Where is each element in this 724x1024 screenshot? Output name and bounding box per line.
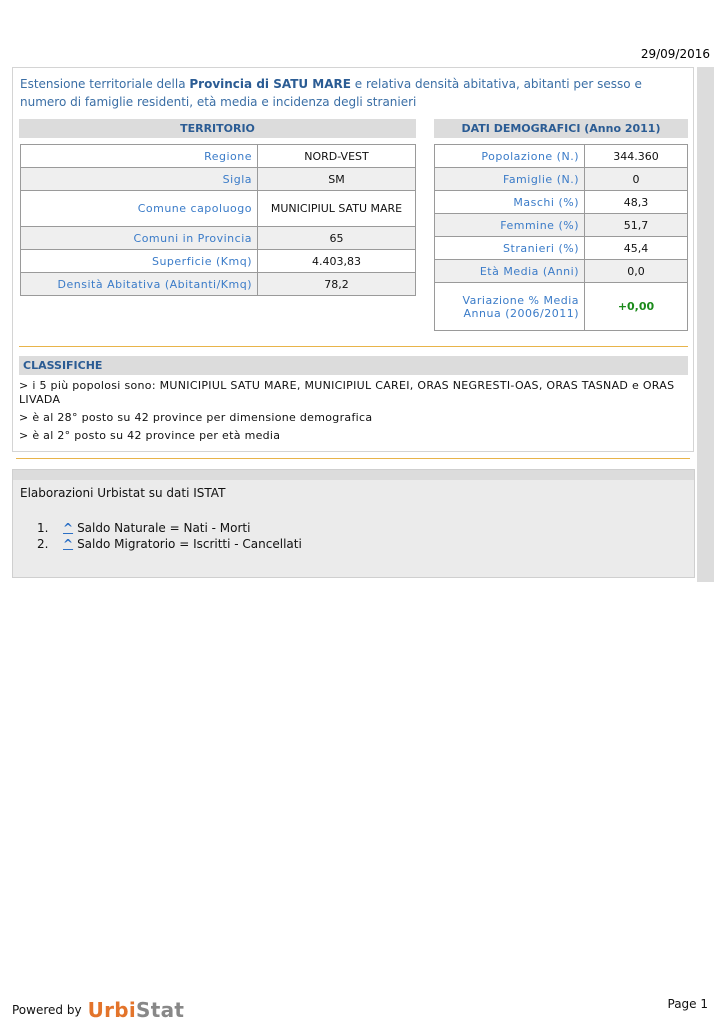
- sources-title: Elaborazioni Urbistat su dati ISTAT: [20, 486, 226, 500]
- table-row: [21, 250, 416, 273]
- row-label: Femmine (%): [435, 214, 585, 237]
- table-row: [435, 260, 688, 283]
- main-panel: [12, 67, 694, 452]
- territorio-header: TERRITORIO: [19, 119, 416, 138]
- powered-by: [12, 998, 184, 1022]
- note-number: 1.: [37, 521, 49, 535]
- row-value: 45,4: [585, 237, 688, 260]
- row-value: 344.360: [585, 145, 688, 168]
- back-link-caret[interactable]: ^: [63, 537, 74, 551]
- table-row: [21, 145, 416, 168]
- row-label: Variazione % Media Annua (2006/2011): [435, 283, 585, 331]
- list-item: > è al 28° posto su 42 province per dimensione demografica: [19, 411, 373, 424]
- table-row: [21, 227, 416, 250]
- row-label: Superficie (Kmq): [21, 250, 258, 273]
- row-label: Comune capoluogo: [21, 191, 258, 227]
- intro-text-after: e relativa densità abitativa, abitanti per sesso e numero di famiglie residenti, età media e incidenza degli stranieri: [20, 77, 642, 109]
- classifiche-list: [19, 379, 689, 447]
- intro-text-before: Estensione territoriale della: [20, 77, 190, 91]
- notes-list: [37, 520, 302, 552]
- row-value: 65: [258, 227, 416, 250]
- page-number: Page 1: [667, 997, 708, 1011]
- list-item: > è al 2° posto su 42 province per età media: [19, 429, 281, 442]
- row-label: Famiglie (N.): [435, 168, 585, 191]
- logo-part-stat: Stat: [136, 998, 185, 1022]
- row-label: Stranieri (%): [435, 237, 585, 260]
- divider-line: [19, 346, 688, 347]
- list-item: > i 5 più popolosi sono: MUNICIPIUL SATU MARE, MUNICIPIUL CAREI, ORAS NEGRESTI-OAS, ORAS TASNAD e ORAS LIVADA: [19, 379, 675, 406]
- side-scroll-bar: [697, 67, 714, 582]
- row-value: 0,0: [585, 260, 688, 283]
- demografici-header: DATI DEMOGRAFICI (Anno 2011): [434, 119, 688, 138]
- divider-line: [16, 458, 690, 459]
- panel-top-bar: [13, 470, 694, 480]
- table-row: [21, 191, 416, 227]
- row-value: NORD-VEST: [258, 145, 416, 168]
- table-row: [21, 168, 416, 191]
- report-date: 29/09/2016: [640, 47, 710, 61]
- row-value: 48,3: [585, 191, 688, 214]
- table-row: [435, 145, 688, 168]
- table-row: [435, 214, 688, 237]
- province-name: Provincia di SATU MARE: [189, 77, 351, 91]
- table-row: [435, 237, 688, 260]
- note-text: Saldo Naturale = Nati - Morti: [77, 521, 251, 535]
- row-value: 78,2: [258, 273, 416, 296]
- row-value: 4.403,83: [258, 250, 416, 273]
- list-item: [37, 536, 302, 552]
- table-row: [435, 283, 688, 331]
- logo-part-urbi: Urbi: [87, 998, 137, 1022]
- demografici-table: [434, 144, 688, 331]
- back-link-caret[interactable]: ^: [63, 521, 74, 535]
- note-text: Saldo Migratorio = Iscritti - Cancellati: [77, 537, 302, 551]
- powered-by-label: Powered by: [12, 1003, 82, 1017]
- row-label: Età Media (Anni): [435, 260, 585, 283]
- row-label: Densità Abitativa (Abitanti/Kmq): [21, 273, 258, 296]
- sources-panel: [12, 469, 695, 578]
- territorio-table: [20, 144, 416, 296]
- classifiche-header: CLASSIFICHE: [19, 356, 688, 375]
- intro-text: [20, 75, 685, 111]
- table-row: [21, 273, 416, 296]
- row-value: 51,7: [585, 214, 688, 237]
- row-label: Popolazione (N.): [435, 145, 585, 168]
- row-label: Comuni in Provincia: [21, 227, 258, 250]
- row-label: Sigla: [21, 168, 258, 191]
- list-item: [37, 520, 302, 536]
- urbistat-logo: [88, 998, 185, 1022]
- variation-value: +0,00: [585, 283, 688, 331]
- row-value: SM: [258, 168, 416, 191]
- row-label: Regione: [21, 145, 258, 168]
- row-value: 0: [585, 168, 688, 191]
- table-row: [435, 191, 688, 214]
- note-number: 2.: [37, 537, 49, 551]
- row-label: Maschi (%): [435, 191, 585, 214]
- table-row: [435, 168, 688, 191]
- row-value: MUNICIPIUL SATU MARE: [258, 191, 416, 227]
